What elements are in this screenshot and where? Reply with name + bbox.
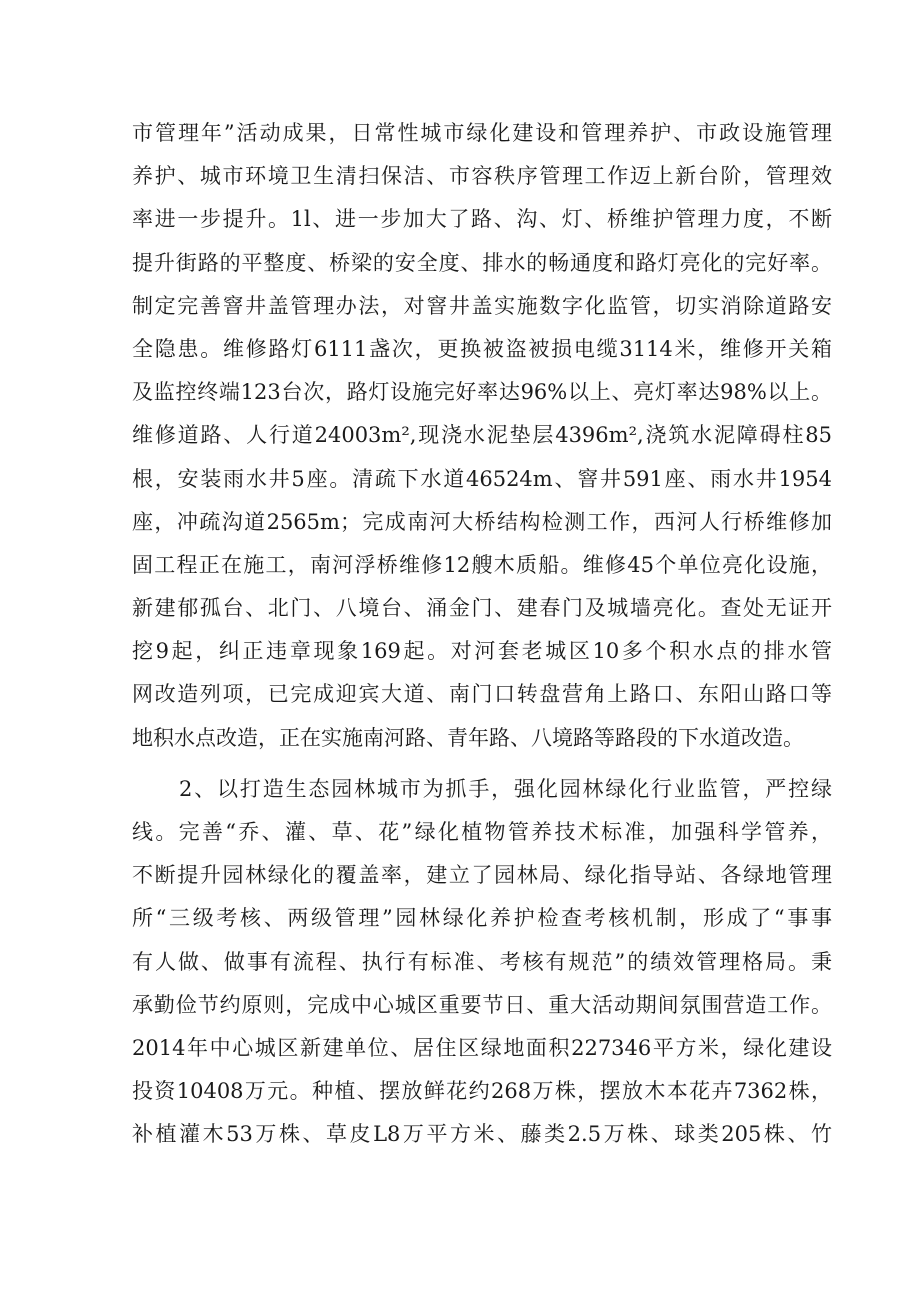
text-line: 养护、城市环境卫生清扫保洁、市容秩序管理工作迈上新台阶，管理效	[132, 164, 832, 189]
text-line: 座，冲疏沟道2565m；完成南河大桥结构检测工作，西河人行桥维修加	[132, 509, 832, 534]
text-line: 2、以打造生态园林城市为抓手，强化园林绿化行业监管，严控绿	[179, 776, 832, 801]
body-text	[132, 112, 832, 1157]
text-line: 线。完善“乔、灌、草、花”绿化植物管养技术标准，加强科学管养，	[132, 820, 832, 844]
text-line: 市管理年”活动成果，日常性城市绿化建设和管理养护、市政设施管理	[132, 121, 832, 145]
text-line: 投资10408万元。种植、摆放鲜花约268万株，摆放木本花卉7362株，	[132, 1079, 832, 1104]
text-line: 固工程正在施工，南河浮桥维修12艘木质船。维修45个单位亮化设施，	[132, 552, 832, 577]
text-line: 所“三级考核、两级管理”园林绿化养护检查考核机制，形成了“事事	[132, 906, 832, 931]
text-line: 及监控终端123台次，路灯设施完好率达96%以上、亮灯率达98%以上。	[132, 380, 832, 405]
text-line: 全隐患。维修路灯6111盏次，更换被盗被损电缆3114米，维修开关箱	[132, 336, 832, 361]
text-line: 挖9起，纠正违章现象169起。对河套老城区10多个积水点的排水管	[132, 639, 832, 664]
paragraph-2	[132, 768, 832, 1157]
text-line: 网改造列项，已完成迎宾大道、南门口转盘营角上路口、东阳山路口等	[132, 682, 832, 707]
paragraph-1	[132, 112, 832, 760]
text-line: 2014年中心城区新建单位、居住区绿地面积227346平方米，绿化建设	[132, 1035, 832, 1060]
text-line: 制定完善窨井盖管理办法，对窨井盖实施数字化监管，切实消除道路安	[132, 293, 832, 318]
text-line: 有人做、做事有流程、执行有标准、考核有规范”的绩效管理格局。秉	[132, 949, 832, 974]
text-line: 新建郁孤台、北门、八境台、涌金门、建春门及城墙亮化。查处无证开	[132, 596, 832, 621]
text-line: 维修道路、人行道24003m²,现浇水泥垫层4396m²,浇筑水泥障碍柱85	[132, 423, 832, 448]
text-line: 承勤俭节约原则，完成中心城区重要节日、重大活动期间氛围营造工作。	[132, 992, 832, 1017]
text-line: 率进一步提升。1l、进一步加大了路、沟、灯、桥维护管理力度，不断	[132, 207, 832, 232]
text-line: 提升街路的平整度、桥梁的安全度、排水的畅通度和路灯亮化的完好率。	[132, 250, 832, 275]
text-line: 补植灌木53万株、草皮L8万平方米、藤类2.5万株、球类205株、竹	[132, 1122, 832, 1147]
text-line: 根，安装雨水井5座。清疏下水道46524m、窨井591座、雨水井1954	[132, 466, 832, 491]
text-line: 地积水点改造，正在实施南河路、青年路、八境路等路段的下水道改造。	[132, 725, 804, 750]
text-line: 不断提升园林绿化的覆盖率，建立了园林局、绿化指导站、各绿地管理	[132, 863, 832, 888]
paragraph-gap	[132, 760, 832, 768]
